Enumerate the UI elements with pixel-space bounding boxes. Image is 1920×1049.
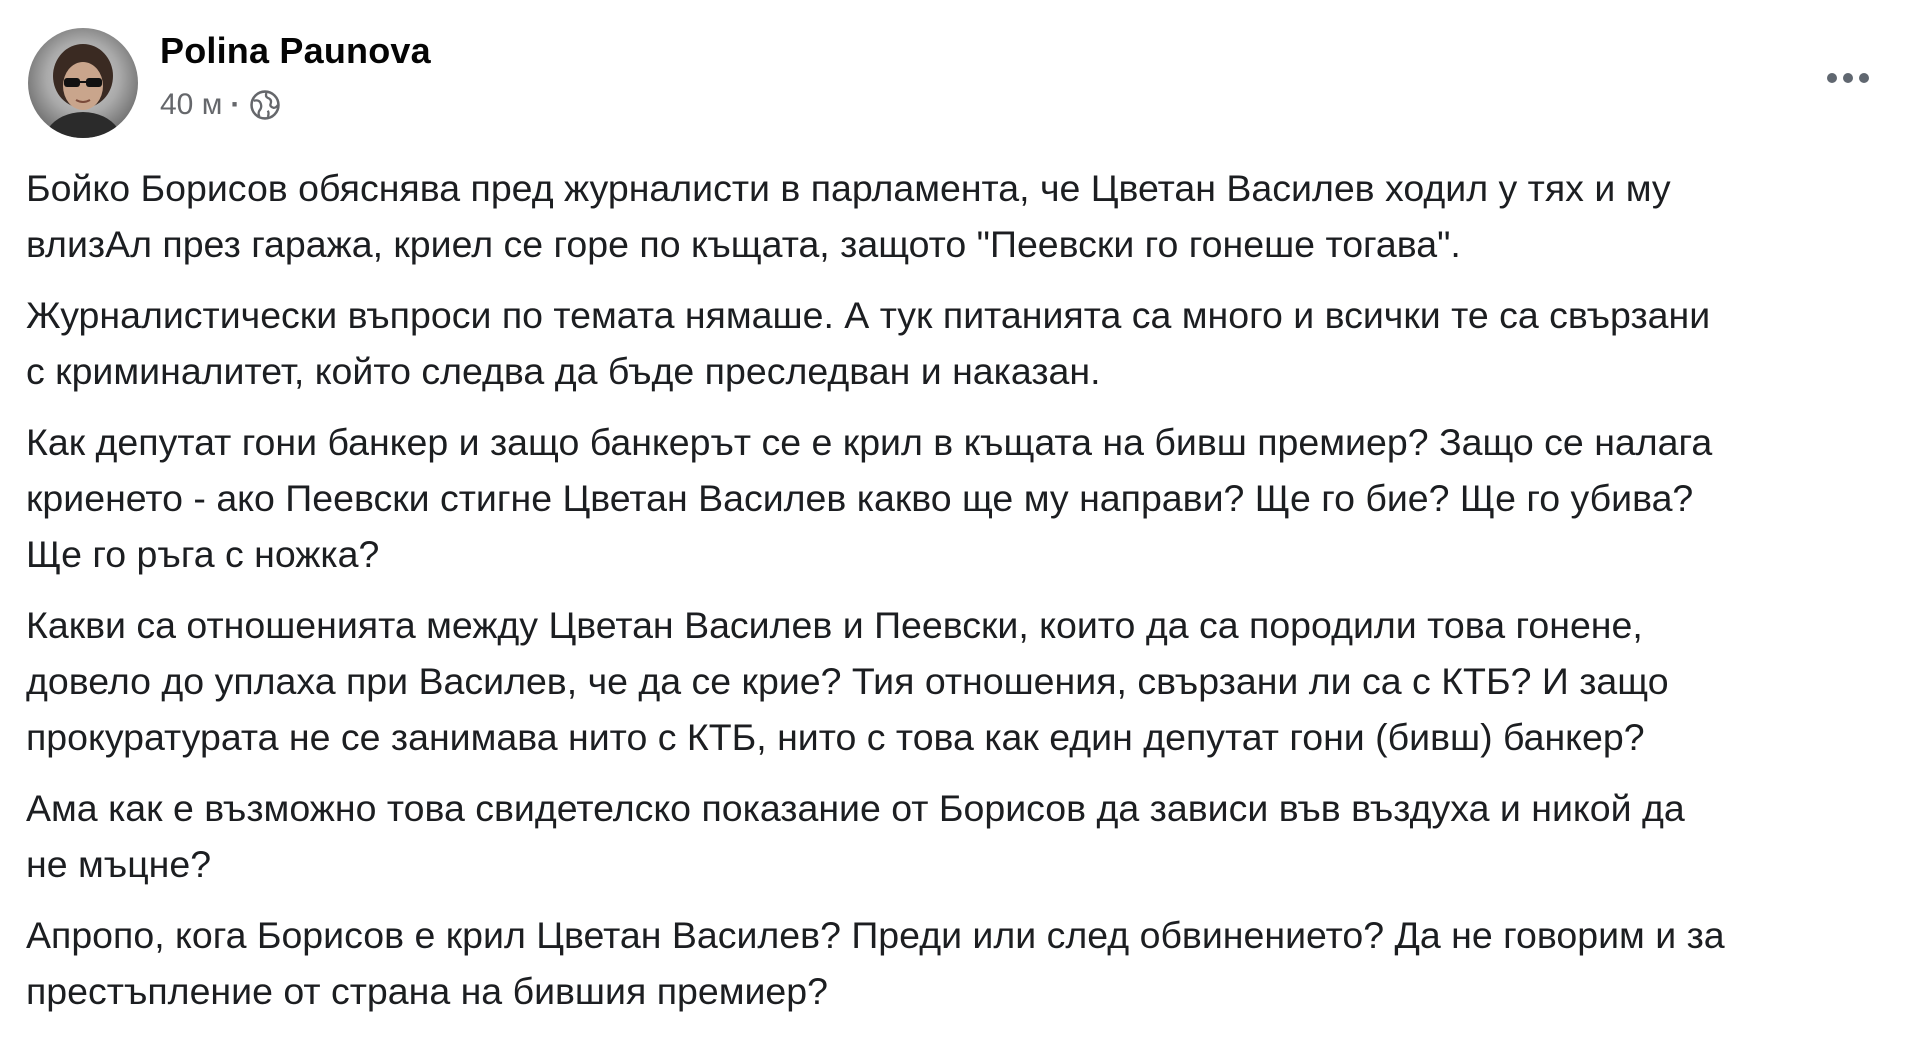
- post-paragraph: [26, 414, 1906, 582]
- post-paragraph: [26, 907, 1906, 1019]
- post-line: Журналистически въпроси по темата нямаше. А тук питанията са много и всички те са свързани: [26, 294, 1711, 336]
- post-paragraph: [26, 287, 1906, 399]
- globe-icon[interactable]: [248, 88, 282, 122]
- post-line: довело до уплаха при Василев, че да се крие? Тия отношения, свързани ли са с КТБ? И защо: [26, 660, 1669, 702]
- post-line: Бойко Борисов обяснява пред журналисти в парламента, че Цветан Василев ходил у тях и му: [26, 167, 1671, 209]
- post-line: влизАл през гаража, криел се горе по къщата, защото "Пеевски го гонеше тогава".: [26, 223, 1461, 265]
- post-text: [26, 160, 1906, 1034]
- post-meta: [160, 88, 282, 122]
- post-line: Апропо, кога Борисов е крил Цветан Василев? Преди или след обвинението? Да не говорим и за: [26, 914, 1725, 956]
- post-line: прокуратурата не се занимава нито с КТБ, нито с това как един депутат гони (бивш) банкер?: [26, 716, 1645, 758]
- author-name[interactable]: Polina Paunova: [160, 30, 431, 71]
- avatar-photo: [28, 28, 138, 138]
- more-dot: [1859, 73, 1869, 83]
- post-line: Какви са отношенията между Цветан Василев и Пеевски, които да са породили това гонене,: [26, 604, 1643, 646]
- post-timestamp[interactable]: 40 м: [160, 88, 223, 121]
- more-dot: [1827, 73, 1837, 83]
- author-avatar[interactable]: [28, 28, 138, 138]
- more-dot: [1843, 73, 1853, 83]
- post-paragraph: [26, 780, 1906, 892]
- post-line: Ама как е възможно това свидетелско показание от Борисов да зависи във въздуха и никой да: [26, 787, 1685, 829]
- post-line: не мъцне?: [26, 843, 212, 885]
- post-line: престъпление от страна на бившия премиер?: [26, 970, 829, 1012]
- post-line: с криминалитет, който следва да бъде преследван и наказан.: [26, 350, 1101, 392]
- post-paragraph: [26, 160, 1906, 272]
- more-options-icon[interactable]: [1816, 54, 1880, 102]
- post-line: Ще го ръга с ножка?: [26, 533, 380, 575]
- meta-separator: ·: [230, 88, 241, 121]
- post-line: Как депутат гони банкер и защо банкерът се е крил в къщата на бивш премиер? Защо се налага: [26, 421, 1713, 463]
- post-line: криенето - ако Пеевски стигне Цветан Василев какво ще му направи? Ще го бие? Ще го убива?: [26, 477, 1694, 519]
- post-paragraph: [26, 597, 1906, 765]
